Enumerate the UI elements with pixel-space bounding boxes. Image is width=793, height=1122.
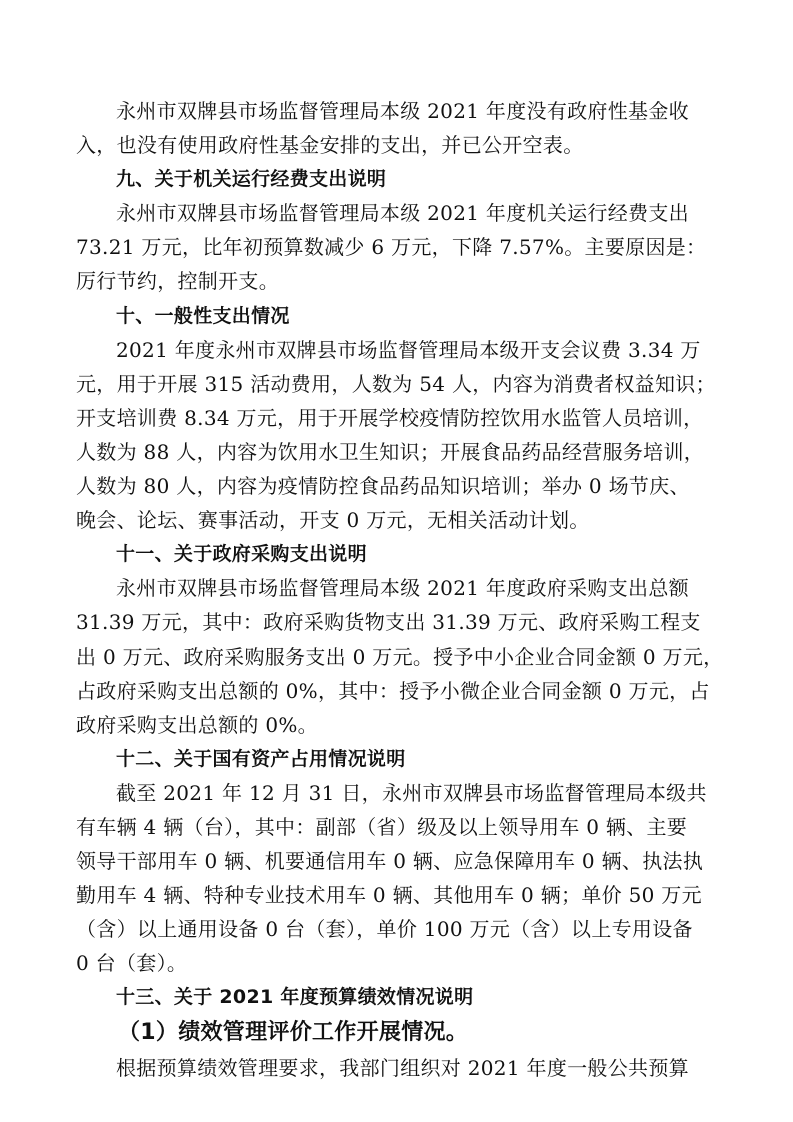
sec8-line-1: 永州市双牌县市场监督管理局本级 2021 年度没有政府性基金收: [116, 99, 689, 123]
sec11-heading: 十一、关于政府采购支出说明: [116, 543, 367, 566]
sec8-line-2: 入，也没有使用政府性基金安排的支出，并已公开空表。: [76, 133, 584, 158]
sec11-line-4: 占政府采购支出总额的 0%，其中：授予小微企业合同金额 0 万元，占: [76, 678, 710, 703]
sec13-line-1: 根据预算绩效管理要求，我部门组织对 2021 年度一般公共预算: [116, 1055, 689, 1080]
sec11-line-1: 永州市双牌县市场监督管理局本级 2021 年度政府采购支出总额: [116, 576, 689, 601]
sec9-heading: 九、关于机关运行经费支出说明: [116, 168, 387, 191]
sec11-line-3: 出 0 万元、政府采购服务支出 0 万元。授予中小企业合同金额 0 万元，: [76, 644, 724, 669]
sec10-line-4: 人数为 88 人，内容为饮用水卫生知识；开展食品药品经营服务培训，: [76, 439, 705, 464]
sec12-line-4: 勤用车 4 辆、特种专业技术用车 0 辆、其他用车 0 辆；单价 50 万元: [76, 883, 702, 908]
sec10-line-2: 元，用于开展 315 活动费用，人数为 54 人，内容为消费者权益知识；: [76, 371, 716, 396]
sec13-heading: 十三、关于 2021 年度预算绩效情况说明: [116, 986, 474, 1009]
document-body: [76, 94, 726, 1085]
sec12-line-2: 有车辆 4 辆（台），其中：副部（省）级及以上领导用车 0 辆、主要: [76, 814, 688, 839]
sec12-heading: 十二、关于国有资产占用情况说明: [116, 747, 406, 770]
sec9-line-1: 永州市双牌县市场监督管理局本级 2021 年度机关运行经费支出: [116, 201, 689, 226]
sec9-line-2: 73.21 万元，比年初预算数减少 6 万元，下降 7.57%。主要原因是：: [76, 235, 707, 260]
sec12-line-3: 领导干部用车 0 辆、机要通信用车 0 辆、应急保障用车 0 辆、执法执: [76, 849, 704, 874]
sec10-line-3: 开支培训费 8.34 万元，用于开展学校疫情防控饮用水监管人员培训，: [76, 405, 704, 430]
sec10-line-6: 晚会、论坛、赛事活动，开支 0 万元，无相关活动计划。: [76, 508, 590, 533]
sec12-line-1: 截至 2021 年 12 月 31 日，永州市双牌县市场监督管理局本级共: [116, 780, 707, 805]
sec12-line-5: （含）以上通用设备 0 台（套），单价 100 万元（含）以上专用设备: [76, 917, 693, 942]
sec10-heading: 十、一般性支出情况: [116, 304, 290, 327]
sec13-subheading: （1）绩效管理评价工作开展情况。: [118, 1019, 469, 1045]
sec11-line-5: 政府采购支出总额的 0%。: [76, 712, 318, 737]
sec10-line-1: 2021 年度永州市双牌县市场监督管理局本级开支会议费 3.34 万: [116, 337, 701, 362]
sec10-line-5: 人数为 80 人，内容为疫情防控食品药品知识培训；举办 0 场节庆、: [76, 474, 690, 499]
sec9-line-3: 厉行节约，控制开支。: [76, 269, 279, 294]
sec11-line-2: 31.39 万元，其中：政府采购货物支出 31.39 万元、政府采购工程支: [76, 610, 701, 635]
sec12-line-6: 0 台（套）。: [76, 951, 188, 976]
